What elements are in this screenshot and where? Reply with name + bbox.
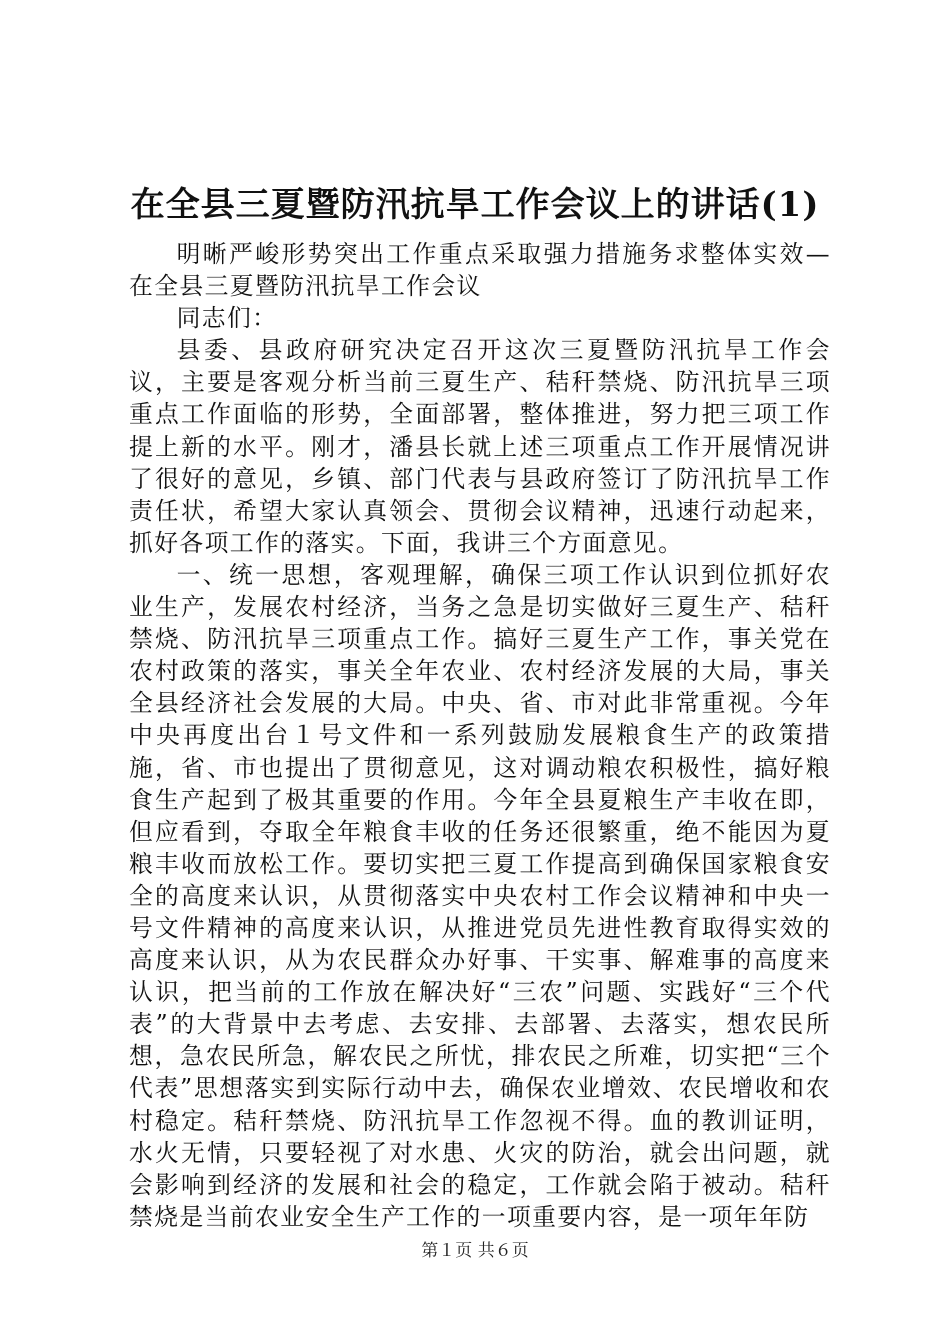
salutation-paragraph: 同志们： (176, 304, 278, 333)
body-paragraph: 县委、县政府研究决定召开这次三夏暨防汛抗旱工作会议，主要是客观分析当前三夏生产、秸秆禁烧、防汛抗旱三项重点工作面临的形势，全面部署，整体推进，努力把三项工作提上新的水平。刚才，潘县长就上述三项重点工作开展情况讲了很好的意见，乡镇、部门代表与县政府签订了防汛抗旱工作责任状，希望大家认真领会、贯彻会议精神，迅速行动起来，抓好各项工作的落实。下面，我讲三个方面意见。 (129, 336, 831, 557)
page-number-footer: 第１页 共６页 (421, 1241, 529, 1261)
subtitle-paragraph: 明晰严峻形势突出工作重点采取强力措施务求整体实效—在全县三夏暨防汛抗旱工作会议 (129, 240, 831, 301)
document-title: 在全县三夏暨防汛抗旱工作会议上的讲话(1) (130, 185, 820, 225)
body-paragraph: 一、统一思想，客观理解，确保三项工作认识到位抓好农业生产，发展农村经济，当务之急是切实做好三夏生产、秸秆禁烧、防汛抗旱三项重点工作。搞好三夏生产工作，事关党在农村政策的落实，事关全年农业、农村经济发展的大局，事关全县经济社会发展的大局。中央、省、市对此非常重视。今年中央再度出台１号文件和一系列鼓励发展粮食生产的政策措施，省、市也提出了贯彻意见，这对调动粮农积极性，搞好粮食生产起到了极其重要的作用。今年全县夏粮生产丰收在即，但应看到，夺取全年粮食丰收的任务还很繁重，绝不能因为夏粮丰收而放松工作。要切实把三夏工作提高到确保国家粮食安全的高度来认识，从贯彻落实中央农村工作会议精神和中央一号文件精神的高度来认识，从推进党员先进性教育取得实效的高度来认识，从为农民群众办好事、干实事、解难事的高度来认识，把当前的工作放在解决好“三农”问题、实践好“三个代表”的大背景中去考虑、去安排、去部署、去落实，想农民所想，急农民所急，解农民之所忧，排农民之所难，切实把“三个代表”思想落实到实际行动中去，确保农业增效、农民增收和农村稳定。秸秆禁烧、防汛抗旱工作忽视不得。血的教训证明，水火无情，只要轻视了对水患、火灾的防治，就会出问题，就会影响到经济的发展和社会的稳定，工作就会陷于被动。秸秆禁烧是当前农业安全生产工作的一项重要内容，是一项年年防 (129, 560, 831, 1231)
document-body (129, 238, 831, 1233)
